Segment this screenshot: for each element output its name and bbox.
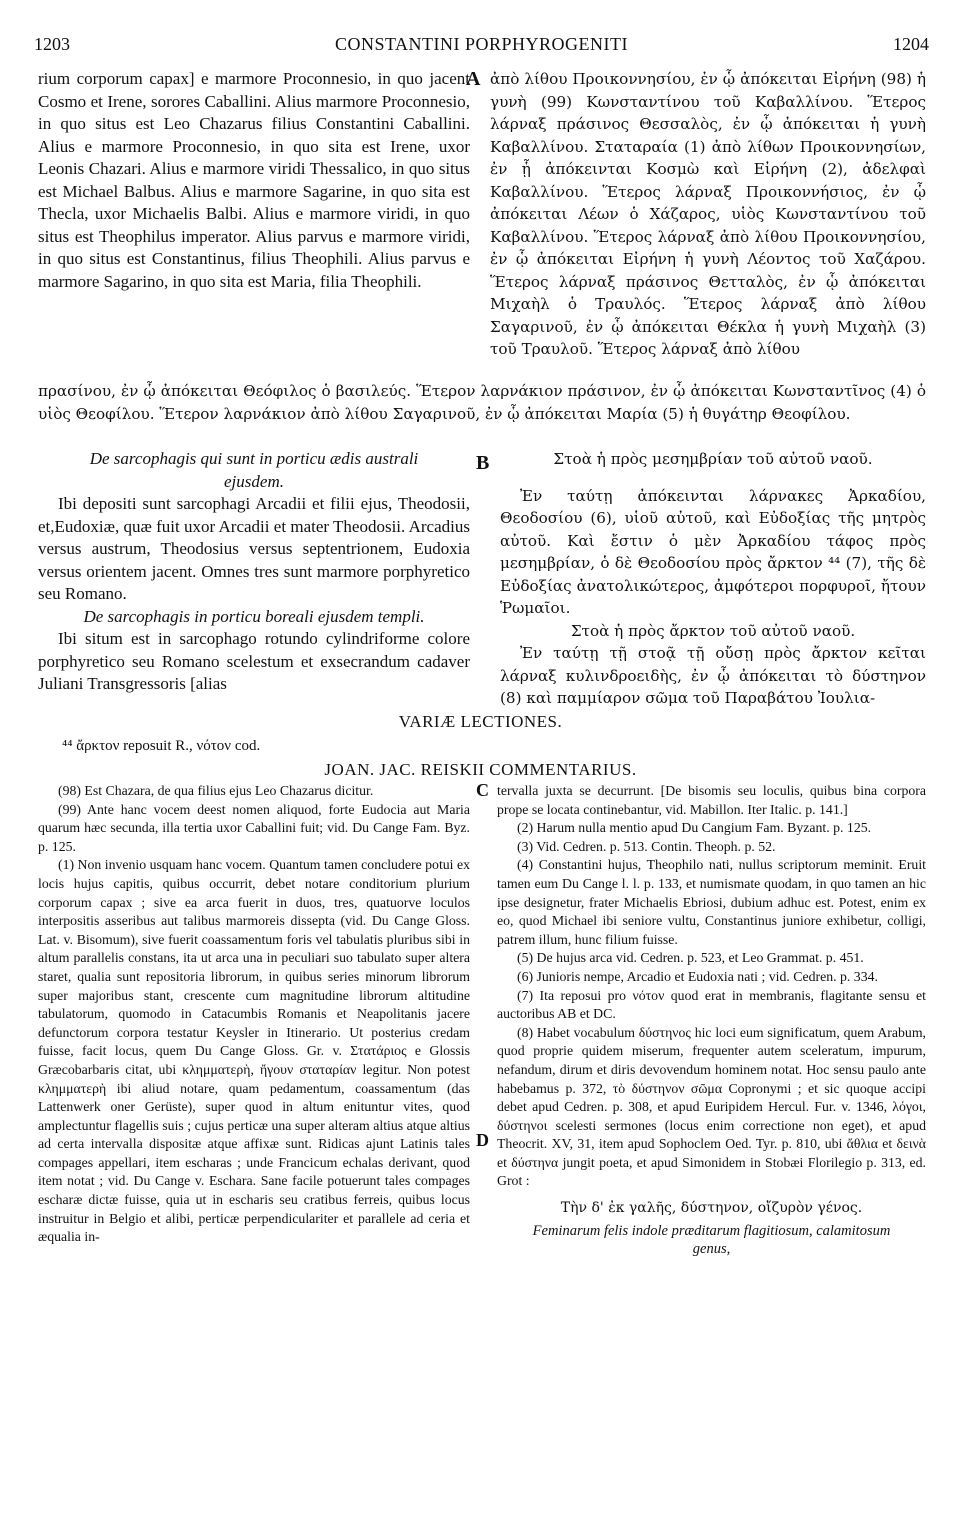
latin-paragraph-north: Ibi situm est in sarcophago rotundo cylindriforme colore porphyretico seu Romano scelestum et exsecrandum cadaver Juliani Transgressoris [alias xyxy=(38,629,470,693)
latin-paragraph: rium corporum capax] e marmore Proconnesio, in quo jacent Cosmo et Irene, sorores Caballini. Alius marmore Proconnesio, in quo situs est Leo Chazarus filius Constantini Caballini. Alius e marmore Proconnesio, in quo sita est Irene, uxor Leonis Chazari. Alius e marmore viridi Thessalico, in quo situs est Michael Balbus. Alius e marmore Sagarine, in quo sita est Thecla, uxor Michaelis Balbi. Alius e marmore viridi, in quo situs est Theophilus imperator. Alius parvus e marmore viridi, in quo situs est Constantinus, filius Theophili. Alius parvus e marmore Sagarino, in quo sita est Maria, filia Theophili. xyxy=(38,69,470,291)
latin-text-a xyxy=(38,68,470,293)
note-2: (2) Harum nulla mentio apud Du Cangium Fam. Byzant. p. 125. xyxy=(517,820,872,836)
greek-paragraph: ἀπὸ λίθου Προικοννησίου, ἐν ᾧ ἀπόκειται Εἰρήνη (98) ἡ γυνὴ (99) Κωνσταντίνου τοῦ Καβαλλίνου. Ἕτερος λάρναξ πράσινος Θεσσαλὸς, ἐν ᾧ ἀπόκειται ἡ γυνὴ Καβαλλίνου. Σταταραία (1) ἀπὸ λίθων Προικοννησίων, ἐν ᾗ ἀπόκεινται Κοσμὼ καὶ Εἰρήνη (2), ἀδελφαὶ Καβαλλίνου. Ἕτερος λάρναξ Προικοννήσιος, ἐν ᾧ ἀπόκειται Λέων ὁ Χάζαρος, υἱὸς Κωνσταντίνου τοῦ Καβαλλίνου. Ἕτερος λάρναξ ἀπὸ λίθου Προικοννησίου, ἐν ᾧ ἀπόκειται Εἰρήνη ἡ γυνὴ Λέοντος τοῦ Χαζάρου. Ἕτερος λάρναξ πράσινος Θετταλὸς, ἐν ᾧ ἀπόκειται Μιχαὴλ ὁ Τραυλός. Ἕτερος λάρναξ ἀπὸ λίθου Σαγαρινοῦ, ἐν ᾧ ἀπόκειται Θέκλα ἡ γυνὴ Μιχαὴλ (3) τοῦ Τραυλοῦ. Ἕτερος λάρναξ ἀπὸ λίθου xyxy=(490,70,926,358)
marker-b: B xyxy=(476,452,490,474)
greek-full-paragraph: πρασίνου, ἐν ᾧ ἀπόκειται Θεόφιλος ὁ βασιλεύς. Ἕτερον λαρνάκιον πράσινον, ἐν ᾧ ἀπόκειται Κωνσταντῖνος (4) ὁ υἱὸς Θεοφίλου. Ἕτερον λαρνάκιον ἀπὸ λίθου Σαγαρινοῦ, ἐν ᾧ ἀπόκειται Μαρία (5) ἡ θυγάτηρ Θεοφίλου. xyxy=(38,382,926,423)
greek-text-b xyxy=(500,448,926,710)
note-7: (7) Ita reposui pro νότον quod erat in membranis, flagitante sensu et auctoribus AB et DC. xyxy=(497,987,926,1022)
marker-d: D xyxy=(476,1130,489,1150)
greek-full-width xyxy=(38,380,926,425)
running-title: CONSTANTINI PORPHYROGENITI xyxy=(334,34,629,54)
right-page-number: 1204 xyxy=(893,34,929,54)
greek-quote: Τὴν δ' ἐκ γαλῆς, δύστηνον, οἴζυρὸν γένος. xyxy=(560,1200,863,1217)
note-3: (3) Vid. Cedren. p. 513. Contin. Theoph. p. 52. xyxy=(517,838,776,854)
note-99: (99) Ante hanc vocem deest nomen aliquod, forte Eudocia aut Maria quarum hæc secunda, illa tertia uxor Caballini fuit; vid. Du Cange Fam. Byz. p. 125. xyxy=(38,801,470,854)
page-header xyxy=(34,34,929,58)
greek-paragraph-south: Ἐν ταύτῃ ἀπόκεινται λάρνακες Ἀρκαδίου, Θεοδοσίου (6), υἱοῦ αὐτοῦ, καὶ Εὐδοξίας τῆς μητρὸς αὐτοῦ. Καὶ ἔστιν ὁ μὲν Ἀρκαδίου τάφος πρὸς μεσημβρίαν, ὁ δὲ Θεοδοσίου πρὸς ἄρκτον ⁴⁴ (7), τῆς δὲ Εὐδοξίας ἀνατολικώτερος, ἀμφότεροι πορφυροῖ, ἤτουν Ῥωμαῖοι. xyxy=(500,486,926,617)
marker-a: A xyxy=(466,68,481,90)
left-page-number: 1203 xyxy=(34,34,70,54)
latin-paragraph-south: Ibi depositi sunt sarcophagi Arcadii et filii ejus, Theodosii, et,Eudoxiæ, quæ fuit uxor Arcadii et mater Theodosii. Arcadius versus austrum, Theodosius versus septentrionem, Eudoxia versus orientem jacent. Omnes tres sunt marmore porphyretico seu Romano. xyxy=(38,494,470,603)
section-heading-north: De sarcophagis in porticu boreali ejusdem templi. xyxy=(83,606,425,626)
latin-quote: Feminarum felis indole præditarum flagitiosum, calamitosum genus, xyxy=(532,1222,891,1258)
note-5: (5) De hujus arca vid. Cedren. p. 523, et Leo Grammat. p. 451. xyxy=(517,950,864,966)
section-heading-south: De sarcophagis qui sunt in porticu ædis australi ejusdem. xyxy=(89,449,419,491)
variae-lectiones-text: ⁴⁴ ἄρκτον reposuit R., νότον cod. xyxy=(62,738,261,754)
note-continuation: tervalla juxta se decurrunt. [De bisomis seu loculis, quibus bina corpora prope se locata continebantur, vid. Mabillon. Iter Italic. p. 141.] xyxy=(497,783,926,817)
greek-paragraph-north: Ἐν ταύτῃ τῇ στοᾷ τῇ οὔσῃ πρὸς ἄρκτον κεῖται λάρναξ κυλινδροειδὴς, ἐν ᾧ ἀπόκειται τὸ δύστηνον (8) καὶ παμμίαρον σῶμα τοῦ Παραβάτου Ἰουλια- xyxy=(500,644,926,707)
note-6: (6) Junioris nempe, Arcadio et Eudoxia nati ; vid. Cedren. p. 334. xyxy=(517,968,878,984)
marker-c: C xyxy=(476,780,489,800)
note-4: (4) Constantini hujus, Theophilo nati, nullus scriptorum meminit. Eruit tamen eum Du Cange l. l. p. 133, et numismate quodam, in quo tamen an hic ipse designetur, frater Michaelis Ebriosi, dubium adhuc est. Potest, enim ex eo, quod Michael ibi seniore vultu, Constantinus juniore exhibetur, colligi, patrem illum, hunc filium fuisse. xyxy=(497,857,926,947)
greek-heading-south: Στοὰ ἡ πρὸς μεσημβρίαν τοῦ αὐτοῦ ναοῦ. xyxy=(553,450,873,468)
variae-lectiones-title: VARIÆ LECTIONES. xyxy=(398,712,563,731)
commentary-left-column xyxy=(38,782,470,1247)
note-98: (98) Est Chazara, de qua filius ejus Leo Chazarus dicitur. xyxy=(58,783,374,798)
note-1: (1) Non invenio usquam hanc vocem. Quantum tamen concludere potui ex locis hujus capitis, quibus occurrit, debet notare conditorium plurium corporum capax ; sive ea arca fuerit in duos, tres, quatuorve loculos interpositis asseribus aut talibus marmoreis dissepta (vid. Du Cange Gloss. Lat. v. Bisomum), sive fuerit coassamentum foris vel tabulatis pluribus sibi in altum parallelis constans, ita ut arca una in peculiari suo tabulato super altera staret, qualia sunt repositoria librorum, in quibus series minorum librorum super majoribus stant, crescente cum magnitudine librorum altitudine tabulatorum, quomodo in Catacumbis Romanis et Neapolitanis jacere defunctorum corpora testatur Keysler in Itinerario. Ut posterius credam fuisse, facit locus, quem Du Cange Gloss. Gr. v. Στατάριος e Glossis Græcobarbaris citat, ubi κλημματερὴ, ἤγουν σταταρίαν legitur. Non potest κλημματερὴ ibi aliud notare, quam pedamentum, coassamentum (das Lattenwerk oner Gerüste), super quod in altum enituntur vites, quod amplectuntur flagellis suis ; cujus perticæ una super alteram altius atque altius ad certa intervalla dispositæ atque affixæ sunt. Ridicas ajunt Latinis tales compages appellari, item escharas ; unde Francicum echalas derivant, quod item notat ; vid. Du Cange v. Eschara. Sane facile potuerunt tales compages escharæ dictæ fuisse, quia ut in escharis seu cratibus ferreis, quibus locus instruitur in Belgio et alibi, perticæ perpendiculariter et parallele ad ceria et æqualia in- xyxy=(38,857,470,1245)
note-8: (8) Habet vocabulum δύστηνος hic loci eum significatum, quem Arabum, quod proprie quidem miserum, frequenter autem sceleratum, impurum, nefandum, dirum et diris devovendum hominem notat. Hoc sensu paulo ante habebamus p. 372, τὸ δύστηνον σῶμα Copronymi ; et sic quoque accipi debet apud Cedren. p. 308, et apud Euripidem Hercul. Fur. v. 1346, λόγοι, δύστηνοι scelesti sermones (locus enim correctione non eget), et apud Theocrit. XV, 31, item apud Sophoclem Oed. Tyr. p. 810, ubi ἄθλια et δεινὰ et δύστηνα jungit poeta, et apud Simonidem in Stobæi Florilegio p. 313, ed. Grot : xyxy=(497,1024,926,1189)
greek-heading-north: Στοὰ ἡ πρὸς ἄρκτον τοῦ αὐτοῦ ναοῦ. xyxy=(570,621,856,640)
commentary-title: JOAN. JAC. REISKII COMMENTARIUS. xyxy=(324,760,637,779)
commentary-right-column xyxy=(497,782,926,1259)
latin-text-b xyxy=(38,448,470,696)
greek-text-a xyxy=(490,68,926,361)
